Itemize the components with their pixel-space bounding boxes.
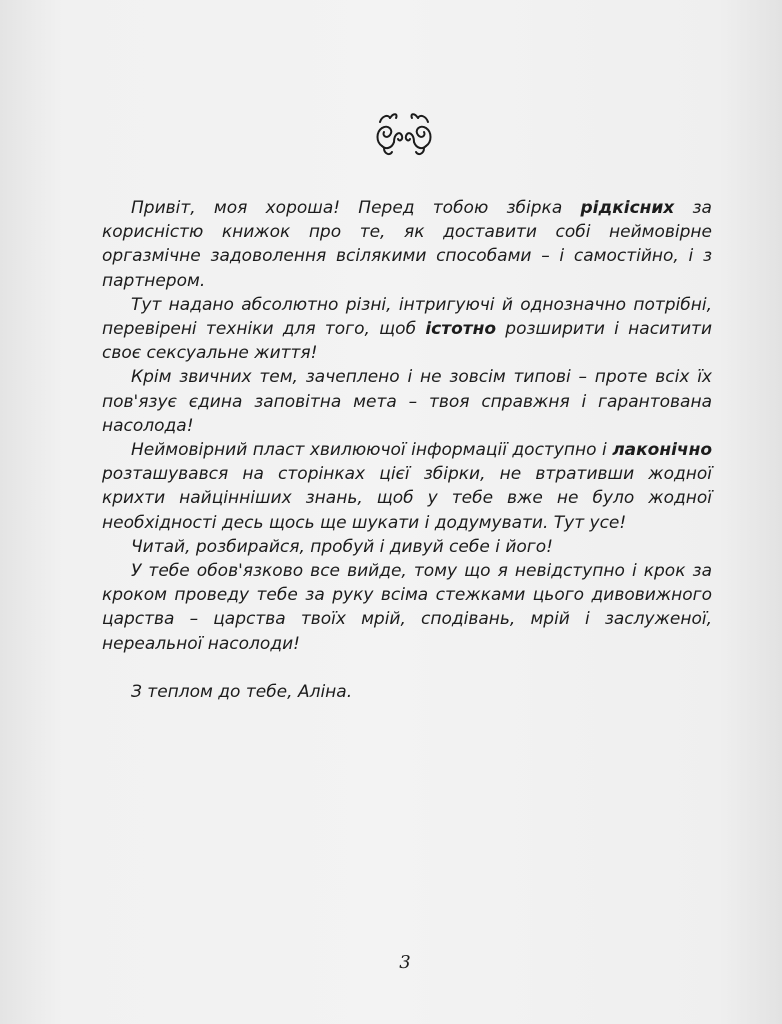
paragraph-4: [102, 438, 712, 535]
paragraph-6: У тебе обов'язково все вийде, тому що я невідступно і крок за кроком проведу тебе за руку всіма стежками цього дивовижного царства – царства твоїх мрій, сподівань, мрій і заслуженої, нереальної насолоди!: [102, 561, 712, 654]
paragraph-1-emphasis: рідкісних: [580, 198, 675, 218]
foreword-text: [102, 196, 712, 704]
signature: З теплом до тебе, Аліна.: [131, 681, 353, 702]
scroll-flourish-icon: [372, 108, 436, 158]
paragraph-2: [102, 293, 712, 366]
paragraph-1-part-1: Привіт, моя хороша! Перед тобою збірка: [131, 198, 581, 218]
paragraph-4-part-1: Неймовірний пласт хвилюючої інформації доступно і: [131, 440, 613, 461]
paragraph-2-part-1: Тут надано абсолютно різні, інтригуючі й однозначно потрібні, перевірені техніки для того, щоб: [102, 294, 712, 340]
paragraph-4-emphasis: лаконічно: [612, 440, 712, 461]
page-number: 3: [399, 952, 411, 973]
paragraph-3: Крім звичних тем, зачеплено і не зовсім типові – проте всіх їх пов'язує єдина заповітна мета – твоя справжня і гарантована насолода!: [102, 367, 712, 436]
paragraph-1: [102, 196, 712, 293]
paragraph-5: Читай, розбирайся, пробуй і дивуй себе і його!: [131, 536, 553, 557]
paragraph-2-emphasis: істотно: [425, 319, 497, 340]
paragraph-2-part-2: розширити і наситити своє сексуальне життя!: [102, 319, 712, 364]
paragraph-4-part-2: розташувався на сторінках цієї збірки, не втративши жодної крихти найцінніших знань, щоб у тебе вже не було жодної необхідності десь щось ще шукати і додумувати. Тут усе!: [102, 464, 712, 533]
paragraph-1-part-2: за корисністю книжок про те, як доставити собі неймовірне оргазмічне задоволення всілякими способами – і самостійно, і з партнером.: [102, 198, 712, 291]
